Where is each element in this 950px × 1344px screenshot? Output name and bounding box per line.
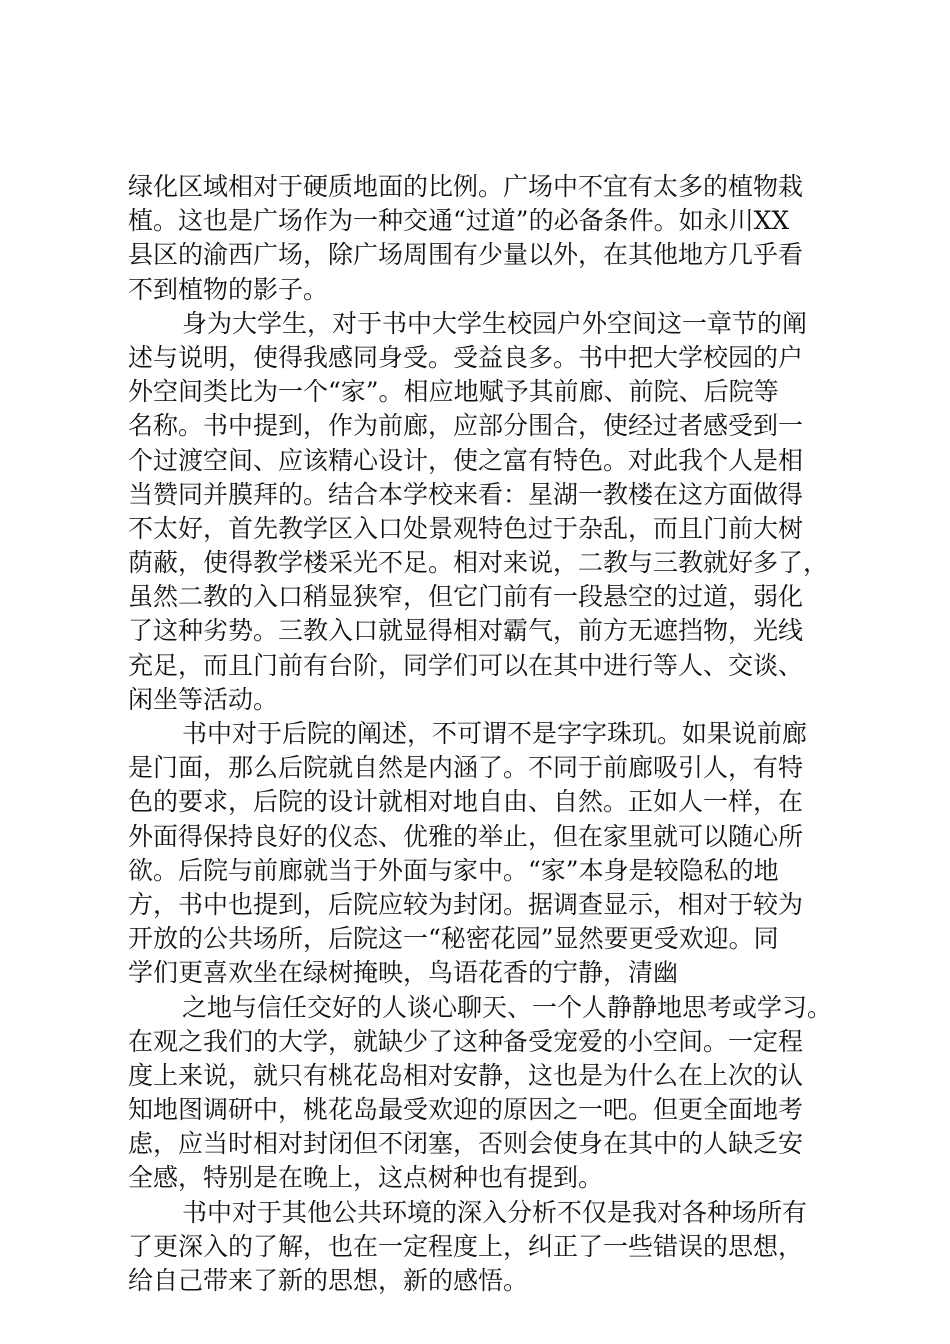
text-line: 书中对于其他公共环境的深入分析不仅是我对各种场所有 [182, 1197, 808, 1227]
text-line: 在观之我们的大学，就缺少了这种备受宠爱的小空间。一定程 [128, 1026, 804, 1056]
text-line: 不太好，首先教学区入口处景观特色过于杂乱，而且门前大树 [128, 513, 804, 543]
text-line: 当赞同并膜拜的。结合本学校来看：星湖一教楼在这方面做得 [128, 479, 804, 509]
text-line: 不到植物的影子。 [128, 274, 329, 304]
paragraph-3 [128, 717, 828, 991]
text-line: 开放的公共场所，后院这一“秘密花园”显然要更受欢迎。同 [128, 924, 779, 954]
text-line: 外空间类比为一个“家”。相应地赋予其前廊、前院、后院等 [128, 377, 779, 407]
document-body [128, 170, 833, 1298]
text-line: 闲坐等活动。 [128, 684, 279, 714]
paragraph-5 [128, 1196, 828, 1299]
text-line: 荫蔽，使得教学楼采光不足。相对来说，二教与三教就好多了， [128, 548, 829, 578]
text-line: 县区的渝西广场，除广场周围有少量以外，在其他地方几乎看 [128, 240, 804, 270]
text-line: 述与说明，使得我感同身受。受益良多。书中把大学校园的户 [128, 342, 804, 372]
text-line: 名称。书中提到，作为前廊，应部分围合，使经过者感受到一 [128, 411, 804, 441]
text-line: 之地与信任交好的人谈心聊天、一个人静静地思考或学习。 [182, 992, 833, 1022]
text-line: 给自己带来了新的思想，新的感悟。 [128, 1266, 529, 1295]
text-line: 欲。后院与前廊就当于外面与家中。“家”本身是较隐私的地 [128, 855, 779, 885]
text-line: 充足，而且门前有台阶，同学们可以在其中进行等人、交谈、 [128, 650, 804, 680]
text-line: 绿化区域相对于硬质地面的比例。广场中不宜有太多的植物栽 [128, 172, 804, 201]
text-line: 是门面，那么后院就自然是内涵了。不同于前廊吸引人，有特 [128, 753, 804, 783]
text-line: 虽然二教的入口稍显狭窄，但它门前有一段悬空的过道，弱化 [128, 582, 804, 612]
text-line: 学们更喜欢坐在绿树掩映，鸟语花香的宁静，清幽 [128, 958, 679, 988]
text-line: 了这种劣势。三教入口就显得相对霸气，前方无遮挡物，光线 [128, 616, 804, 646]
text-line: 了更深入的了解，也在一定程度上，纠正了一些错误的思想， [128, 1231, 804, 1261]
text-line: 外面得保持良好的仪态、优雅的举止，但在家里就可以随心所 [128, 821, 804, 851]
text-line: 色的要求，后院的设计就相对地自由、自然。正如人一样，在 [128, 787, 804, 817]
text-line: 个过渡空间、应该精心设计，使之富有特色。对此我个人是相 [128, 445, 804, 475]
text-line: 度上来说，就只有桃花岛相对安静，这也是为什么在上次的认 [128, 1060, 804, 1090]
text-line: 书中对于后院的阐述，不可谓不是字字珠玑。如果说前廊 [182, 719, 808, 748]
paragraph-1 [128, 170, 828, 307]
text-line: 全感，特别是在晚上，这点树种也有提到。 [128, 1163, 604, 1193]
text-line: 植。这也是广场作为一种交通“过道”的必备条件。如永川XX [128, 206, 790, 236]
text-line: 身为大学生，对于书中大学生校园户外空间这一章节的阐 [182, 308, 808, 338]
text-line: 虑，应当时相对封闭但不闭塞，否则会使身在其中的人缺乏安 [128, 1129, 804, 1159]
text-line: 知地图调研中，桃花岛最受欢迎的原因之一吧。但更全面地考 [128, 1095, 804, 1125]
paragraph-2 [128, 307, 828, 717]
text-line: 方，书中也提到，后院应较为封闭。据调查显示，相对于较为 [128, 889, 804, 919]
paragraph-4 [128, 991, 833, 1196]
